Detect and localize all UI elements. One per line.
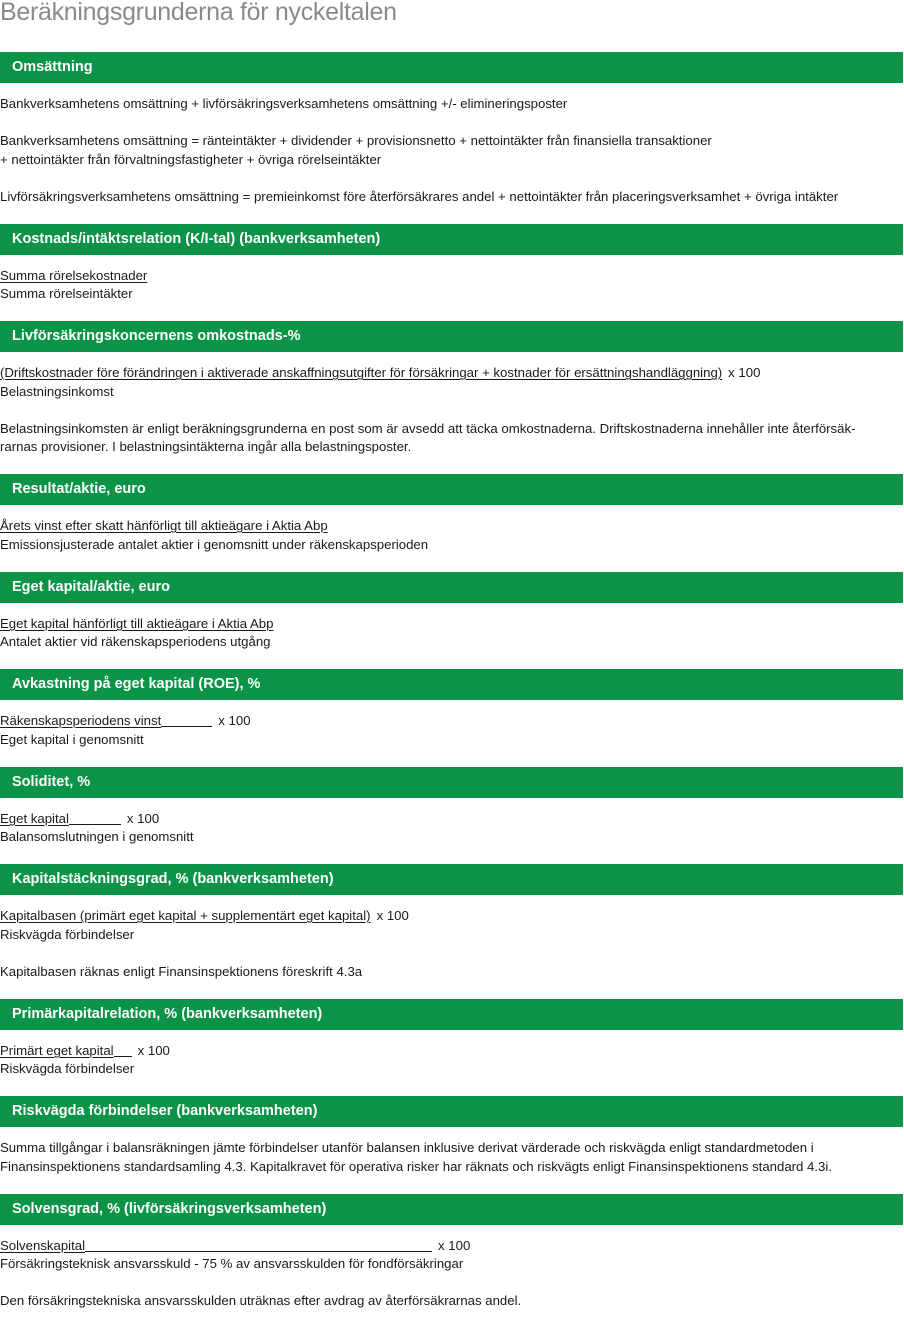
kapitaltackning-numerator	[0, 907, 409, 925]
section-header-solvens: Solvensgrad, % (livförsäkringsverksamheten)	[0, 1194, 903, 1225]
primarkapital-fraction-line	[114, 1042, 132, 1057]
kapitaltackning-note: Kapitalbasen räknas enligt Finansinspektionens föreskrift 4.3a	[0, 964, 363, 979]
page-title: Beräkningsgrunderna för nyckeltalen	[0, 0, 397, 26]
soliditet-fraction-line	[69, 810, 121, 825]
ki-numerator-text: Summa rörelsekostnader	[0, 268, 148, 283]
solvens-numerator	[0, 1237, 470, 1255]
roe-numerator	[0, 712, 251, 730]
section-header-eps: Resultat/aktie, euro	[0, 474, 903, 505]
roe-numerator-text: Räkenskapsperiodens vinst	[0, 713, 162, 728]
omkostnad-numerator-text: (Driftskostnader före förändringen i aktiverade anskaffningsutgifter för försäkringar + kostnader för ersättningshandläggning)	[0, 365, 723, 380]
primarkapital-denominator: Riskvägda förbindelser	[0, 1061, 135, 1076]
ki-numerator	[0, 267, 147, 285]
primarkapital-multiplier: x 100	[137, 1043, 170, 1058]
roe-multiplier: x 100	[218, 713, 251, 728]
section-header-omkostnad: Livförsäkringskoncernens omkostnads-%	[0, 321, 903, 352]
soliditet-numerator	[0, 810, 159, 828]
equity-per-share-numerator	[0, 615, 273, 633]
solvens-denominator: Försäkringsteknisk ansvarsskuld - 75 % av ansvarsskulden för fondförsäkringar	[0, 1256, 464, 1271]
kapitaltackning-denominator: Riskvägda förbindelser	[0, 927, 135, 942]
omsattning-definition: Bankverksamhetens omsättning + livförsäkringsverksamhetens omsättning +/- elimineringsposter	[0, 96, 568, 111]
soliditet-denominator: Balansomslutningen i genomsnitt	[0, 829, 194, 844]
roe-denominator: Eget kapital i genomsnitt	[0, 732, 144, 747]
primarkapital-numerator-text: Primärt eget kapital	[0, 1043, 114, 1058]
soliditet-multiplier: x 100	[126, 811, 160, 826]
section-header-kapitaltackning: Kapitalstäckningsgrad, % (bankverksamheten)	[0, 864, 903, 895]
solvens-fraction-line	[85, 1237, 432, 1252]
bank-omsattning-line-2: + nettointäkter från förvaltningsfastigheter + övriga rörelseintäkter	[0, 152, 382, 167]
solvens-note: Den försäkringstekniska ansvarsskulden uträknas efter avdrag av återförsäkrarnas andel.	[0, 1293, 522, 1308]
section-header-equity-per-share: Eget kapital/aktie, euro	[0, 572, 903, 603]
omkostnad-note-line-2: rarnas provisioner. I belastningsintäkterna ingår alla belastningsposter.	[0, 439, 412, 454]
section-header-omsattning: Omsättning	[0, 52, 903, 83]
primarkapital-numerator	[0, 1042, 170, 1060]
soliditet-numerator-text: Eget kapital	[0, 811, 69, 826]
omkostnad-multiplier: x 100	[728, 365, 761, 380]
solvens-numerator-text: Solvenskapital	[0, 1238, 86, 1253]
section-header-soliditet: Soliditet, %	[0, 767, 903, 798]
section-header-roe: Avkastning på eget kapital (ROE), %	[0, 669, 903, 700]
bank-omsattning-line-1: Bankverksamhetens omsättning = ränteintäkter + dividender + provisionsnetto + nettointäkter från finansiella transaktioner	[0, 133, 712, 148]
eps-denominator: Emissionsjusterade antalet aktier i genomsnitt under räkenskapsperioden	[0, 537, 429, 552]
ki-denominator: Summa rörelseintäkter	[0, 286, 133, 301]
roe-fraction-line	[161, 712, 212, 727]
equity-per-share-denominator: Antalet aktier vid räkenskapsperiodens utgång	[0, 634, 271, 649]
riskvagda-text-line-1: Summa tillgångar i balansräkningen jämte förbindelser utanför balansen inklusive derivat värderade och riskvägda enligt standardmetoden i	[0, 1140, 814, 1155]
eps-numerator	[0, 517, 328, 535]
equity-per-share-numerator-text: Eget kapital hänförligt till aktieägare i Aktia Abp	[0, 616, 274, 631]
eps-numerator-text: Årets vinst efter skatt hänförligt till aktieägare i Aktia Abp	[0, 518, 328, 533]
solvens-multiplier: x 100	[438, 1238, 471, 1253]
omkostnad-note-line-1: Belastningsinkomsten är enligt beräkningsgrunderna en post som är avsedd att täcka omkostnaderna. Driftskostnaderna innehåller inte återförsäk-	[0, 421, 856, 436]
riskvagda-text-line-2: Finansinspektionens standardsamling 4.3. Kapitalkravet för operativa risker har räknats och riskvägts enligt Finansinspektionens standard 4.3i.	[0, 1159, 832, 1174]
section-header-ki-tal: Kostnads/intäktsrelation (K/I-tal) (bankverksamheten)	[0, 224, 903, 255]
kapitaltackning-numerator-text: Kapitalbasen (primärt eget kapital + supplementärt eget kapital)	[0, 908, 371, 923]
liv-omsattning-definition: Livförsäkringsverksamhetens omsättning = premieinkomst före återförsäkrares andel + nettointäkter från placeringsverksamhet + övriga intäkter	[0, 189, 839, 204]
section-header-riskvagda: Riskvägda förbindelser (bankverksamheten)	[0, 1096, 903, 1127]
kapitaltackning-multiplier: x 100	[376, 908, 409, 923]
omkostnad-denominator: Belastningsinkomst	[0, 384, 114, 399]
omkostnad-numerator	[0, 364, 760, 382]
section-header-primarkapital: Primärkapitalrelation, % (bankverksamheten)	[0, 999, 903, 1030]
